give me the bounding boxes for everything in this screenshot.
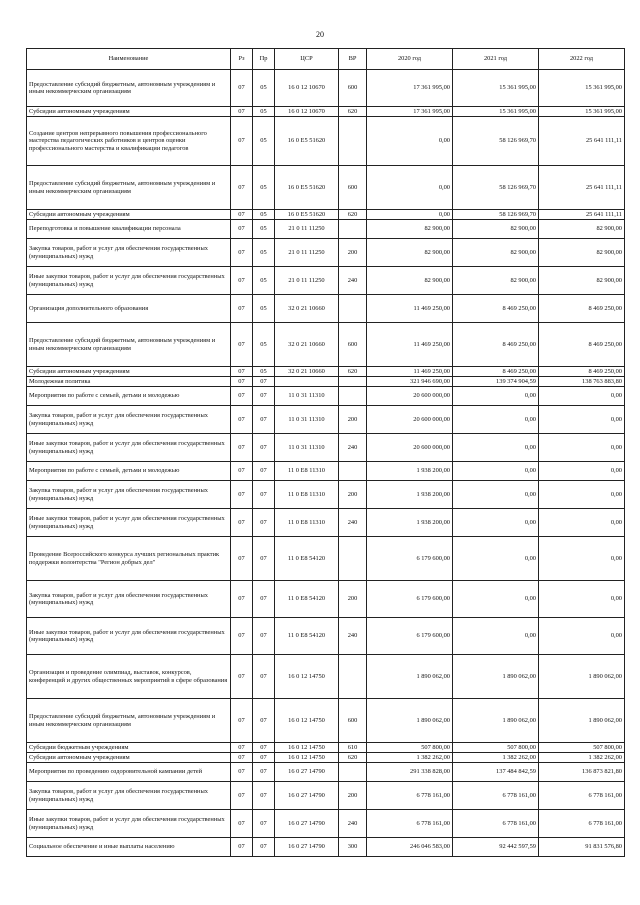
cell-csr: 16 0 12 14750 xyxy=(275,655,339,699)
cell-2021: 58 126 969,70 xyxy=(453,117,539,166)
table-row xyxy=(27,838,625,857)
table-row xyxy=(27,406,625,434)
cell-pr: 07 xyxy=(253,655,275,699)
cell-2022: 25 641 111,11 xyxy=(539,166,625,210)
header-2021: 2021 год xyxy=(453,49,539,70)
cell-pr: 05 xyxy=(253,295,275,323)
cell-2020: 11 469 250,00 xyxy=(367,295,453,323)
cell-2020: 11 469 250,00 xyxy=(367,323,453,367)
cell-pr: 07 xyxy=(253,782,275,810)
cell-2020: 6 179 600,00 xyxy=(367,618,453,655)
cell-vr: 200 xyxy=(339,481,367,509)
cell-2022: 0,00 xyxy=(539,618,625,655)
cell-name: Молодежная политика xyxy=(27,377,231,387)
header-rz: Рз xyxy=(231,49,253,70)
cell-rz: 07 xyxy=(231,655,253,699)
cell-csr: 16 0 E5 51620 xyxy=(275,210,339,220)
cell-2022: 6 778 161,00 xyxy=(539,782,625,810)
cell-vr: 610 xyxy=(339,743,367,753)
cell-vr xyxy=(339,537,367,581)
cell-pr: 05 xyxy=(253,323,275,367)
table-row xyxy=(27,295,625,323)
cell-2020: 20 600 000,00 xyxy=(367,434,453,462)
cell-2021: 137 484 842,59 xyxy=(453,763,539,782)
table-row xyxy=(27,166,625,210)
cell-2020: 1 938 200,00 xyxy=(367,509,453,537)
cell-2020: 17 361 995,00 xyxy=(367,70,453,107)
cell-csr: 16 0 27 14790 xyxy=(275,763,339,782)
table-row xyxy=(27,763,625,782)
cell-2022: 0,00 xyxy=(539,581,625,618)
cell-rz: 07 xyxy=(231,267,253,295)
cell-2021: 8 469 250,00 xyxy=(453,367,539,377)
cell-2021: 0,00 xyxy=(453,481,539,509)
cell-rz: 07 xyxy=(231,753,253,763)
cell-vr xyxy=(339,220,367,239)
cell-name: Субсидии автономным учреждениям xyxy=(27,210,231,220)
cell-2021: 0,00 xyxy=(453,406,539,434)
cell-2020: 11 469 250,00 xyxy=(367,367,453,377)
cell-vr: 300 xyxy=(339,838,367,857)
cell-pr: 05 xyxy=(253,210,275,220)
cell-name: Закупка товаров, работ и услуг для обеспечения государственных (муниципальных) нужд xyxy=(27,239,231,267)
table-row xyxy=(27,537,625,581)
cell-csr: 16 0 12 10670 xyxy=(275,70,339,107)
table-row xyxy=(27,210,625,220)
table-row xyxy=(27,618,625,655)
cell-name: Иные закупки товаров, работ и услуг для обеспечения государственных (муниципальных) нужд xyxy=(27,509,231,537)
cell-pr: 05 xyxy=(253,166,275,210)
cell-vr: 600 xyxy=(339,166,367,210)
cell-rz: 07 xyxy=(231,166,253,210)
cell-2020: 6 179 600,00 xyxy=(367,581,453,618)
cell-name: Иные закупки товаров, работ и услуг для обеспечения государственных (муниципальных) нужд xyxy=(27,618,231,655)
cell-csr: 16 0 E5 51620 xyxy=(275,166,339,210)
cell-vr: 620 xyxy=(339,107,367,117)
cell-vr: 200 xyxy=(339,239,367,267)
cell-2022: 0,00 xyxy=(539,387,625,406)
cell-vr: 620 xyxy=(339,367,367,377)
cell-csr: 21 0 11 11250 xyxy=(275,220,339,239)
cell-pr: 05 xyxy=(253,220,275,239)
cell-name: Создание центров непрерывного повышения профессионального мастерства педагогических работников и центров оценки профессионального мастерства и квалификации педагогов xyxy=(27,117,231,166)
cell-2022: 1 382 262,00 xyxy=(539,753,625,763)
header-name: Наименование xyxy=(27,49,231,70)
cell-rz: 07 xyxy=(231,509,253,537)
table-row xyxy=(27,377,625,387)
cell-2021: 0,00 xyxy=(453,537,539,581)
cell-csr: 32 0 21 10660 xyxy=(275,367,339,377)
cell-2021: 1 890 062,00 xyxy=(453,699,539,743)
cell-2021: 0,00 xyxy=(453,509,539,537)
cell-rz: 07 xyxy=(231,295,253,323)
page-number: 20 xyxy=(316,30,324,39)
cell-name: Иные закупки товаров, работ и услуг для обеспечения государственных (муниципальных) нужд xyxy=(27,434,231,462)
cell-name: Закупка товаров, работ и услуг для обеспечения государственных (муниципальных) нужд xyxy=(27,782,231,810)
cell-rz: 07 xyxy=(231,838,253,857)
cell-csr: 16 0 12 14750 xyxy=(275,743,339,753)
cell-vr xyxy=(339,462,367,481)
cell-vr xyxy=(339,377,367,387)
cell-rz: 07 xyxy=(231,782,253,810)
cell-name: Организация и проведение олимпиад, выставок, конкурсов, конференций и других общественных мероприятий в сфере образования xyxy=(27,655,231,699)
header-2020: 2020 год xyxy=(367,49,453,70)
cell-vr xyxy=(339,295,367,323)
cell-csr: 16 0 12 10670 xyxy=(275,107,339,117)
cell-2020: 291 338 828,00 xyxy=(367,763,453,782)
cell-pr: 07 xyxy=(253,699,275,743)
cell-name: Проведение Всероссийского конкурса лучших региональных практик поддержки волонтерства "Регион добрых дел" xyxy=(27,537,231,581)
cell-2021: 82 900,00 xyxy=(453,220,539,239)
table-row xyxy=(27,117,625,166)
cell-2020: 6 179 600,00 xyxy=(367,537,453,581)
cell-rz: 07 xyxy=(231,618,253,655)
cell-pr: 05 xyxy=(253,367,275,377)
cell-rz: 07 xyxy=(231,70,253,107)
cell-2021: 0,00 xyxy=(453,581,539,618)
cell-name: Социальное обеспечение и иные выплаты населению xyxy=(27,838,231,857)
cell-2021: 0,00 xyxy=(453,618,539,655)
cell-2020: 507 800,00 xyxy=(367,743,453,753)
cell-2020: 17 361 995,00 xyxy=(367,107,453,117)
cell-csr: 16 0 E5 51620 xyxy=(275,117,339,166)
cell-rz: 07 xyxy=(231,581,253,618)
cell-2022: 1 890 062,00 xyxy=(539,699,625,743)
cell-2020: 20 600 000,00 xyxy=(367,406,453,434)
cell-2021: 58 126 969,70 xyxy=(453,210,539,220)
cell-pr: 07 xyxy=(253,810,275,838)
cell-csr: 21 0 11 11250 xyxy=(275,267,339,295)
cell-pr: 07 xyxy=(253,406,275,434)
cell-2022: 91 831 576,80 xyxy=(539,838,625,857)
cell-csr: 11 0 E8 54120 xyxy=(275,537,339,581)
cell-pr: 05 xyxy=(253,107,275,117)
cell-2021: 92 442 597,59 xyxy=(453,838,539,857)
cell-csr: 32 0 21 10660 xyxy=(275,323,339,367)
cell-name: Иные закупки товаров, работ и услуг для обеспечения государственных (муниципальных) нужд xyxy=(27,267,231,295)
cell-pr: 05 xyxy=(253,239,275,267)
cell-name: Субсидии автономным учреждениям xyxy=(27,107,231,117)
cell-2021: 15 361 995,00 xyxy=(453,107,539,117)
cell-pr: 07 xyxy=(253,753,275,763)
cell-rz: 07 xyxy=(231,367,253,377)
table-row xyxy=(27,323,625,367)
cell-rz: 07 xyxy=(231,220,253,239)
cell-2021: 8 469 250,00 xyxy=(453,295,539,323)
table-row xyxy=(27,581,625,618)
cell-rz: 07 xyxy=(231,434,253,462)
cell-vr: 240 xyxy=(339,618,367,655)
cell-vr xyxy=(339,117,367,166)
cell-vr: 240 xyxy=(339,267,367,295)
cell-2021: 507 800,00 xyxy=(453,743,539,753)
table-row xyxy=(27,462,625,481)
cell-2022: 15 361 995,00 xyxy=(539,107,625,117)
table-row xyxy=(27,810,625,838)
cell-2022: 0,00 xyxy=(539,406,625,434)
cell-vr xyxy=(339,655,367,699)
cell-2021: 139 374 904,59 xyxy=(453,377,539,387)
cell-csr: 16 0 27 14790 xyxy=(275,810,339,838)
cell-2021: 6 778 161,00 xyxy=(453,810,539,838)
cell-2022: 82 900,00 xyxy=(539,267,625,295)
cell-2022: 8 469 250,00 xyxy=(539,367,625,377)
cell-2021: 15 361 995,00 xyxy=(453,70,539,107)
cell-csr: 11 0 E8 11310 xyxy=(275,462,339,481)
cell-csr: 11 0 31 11310 xyxy=(275,406,339,434)
cell-vr: 620 xyxy=(339,210,367,220)
cell-2020: 82 900,00 xyxy=(367,267,453,295)
cell-rz: 07 xyxy=(231,537,253,581)
cell-rz: 07 xyxy=(231,763,253,782)
cell-csr: 16 0 12 14750 xyxy=(275,753,339,763)
cell-csr: 16 0 27 14790 xyxy=(275,782,339,810)
table-row xyxy=(27,367,625,377)
table-row xyxy=(27,434,625,462)
cell-csr: 11 0 31 11310 xyxy=(275,434,339,462)
cell-2022: 15 361 995,00 xyxy=(539,70,625,107)
cell-pr: 05 xyxy=(253,117,275,166)
cell-name: Закупка товаров, работ и услуг для обеспечения государственных (муниципальных) нужд xyxy=(27,481,231,509)
cell-pr: 07 xyxy=(253,537,275,581)
cell-csr: 11 0 E8 54120 xyxy=(275,618,339,655)
cell-2022: 136 873 821,80 xyxy=(539,763,625,782)
cell-2020: 1 890 062,00 xyxy=(367,655,453,699)
cell-csr: 11 0 E8 11310 xyxy=(275,509,339,537)
cell-2020: 321 946 690,00 xyxy=(367,377,453,387)
cell-name: Предоставление субсидий бюджетным, автономным учреждениям и иным некоммерческим организациям xyxy=(27,166,231,210)
cell-rz: 07 xyxy=(231,743,253,753)
cell-2020: 6 778 161,00 xyxy=(367,782,453,810)
cell-rz: 07 xyxy=(231,239,253,267)
cell-vr: 240 xyxy=(339,509,367,537)
cell-pr: 07 xyxy=(253,763,275,782)
cell-pr: 07 xyxy=(253,581,275,618)
cell-rz: 07 xyxy=(231,406,253,434)
cell-name: Организация дополнительного образования xyxy=(27,295,231,323)
cell-vr: 600 xyxy=(339,323,367,367)
cell-vr: 600 xyxy=(339,70,367,107)
cell-2021: 6 778 161,00 xyxy=(453,782,539,810)
cell-name: Мероприятия по работе с семьей, детьми и молодежью xyxy=(27,387,231,406)
header-2022: 2022 год xyxy=(539,49,625,70)
cell-2022: 82 900,00 xyxy=(539,220,625,239)
cell-pr: 07 xyxy=(253,434,275,462)
cell-rz: 07 xyxy=(231,699,253,743)
cell-2020: 1 938 200,00 xyxy=(367,481,453,509)
cell-name: Субсидии автономным учреждениям xyxy=(27,753,231,763)
cell-2022: 138 763 883,80 xyxy=(539,377,625,387)
cell-csr: 16 0 27 14790 xyxy=(275,838,339,857)
budget-table xyxy=(26,48,625,857)
cell-vr: 600 xyxy=(339,699,367,743)
table-row xyxy=(27,220,625,239)
cell-2021: 82 900,00 xyxy=(453,267,539,295)
table-row xyxy=(27,782,625,810)
cell-2022: 0,00 xyxy=(539,434,625,462)
cell-name: Мероприятия по работе с семьей, детьми и молодежью xyxy=(27,462,231,481)
table-row xyxy=(27,387,625,406)
cell-2022: 8 469 250,00 xyxy=(539,295,625,323)
cell-pr: 07 xyxy=(253,509,275,537)
cell-name: Закупка товаров, работ и услуг для обеспечения государственных (муниципальных) нужд xyxy=(27,406,231,434)
cell-name: Субсидии автономным учреждениям xyxy=(27,367,231,377)
cell-pr: 07 xyxy=(253,387,275,406)
cell-pr: 07 xyxy=(253,838,275,857)
cell-2022: 1 890 062,00 xyxy=(539,655,625,699)
cell-2020: 6 778 161,00 xyxy=(367,810,453,838)
cell-rz: 07 xyxy=(231,377,253,387)
cell-2021: 8 469 250,00 xyxy=(453,323,539,367)
cell-pr: 07 xyxy=(253,481,275,509)
cell-csr: 21 0 11 11250 xyxy=(275,239,339,267)
cell-pr: 07 xyxy=(253,377,275,387)
table-row xyxy=(27,509,625,537)
cell-2022: 0,00 xyxy=(539,481,625,509)
cell-name: Переподготовка и повышение квалификации персонала xyxy=(27,220,231,239)
table-row xyxy=(27,753,625,763)
header-csr: ЦСР xyxy=(275,49,339,70)
cell-2021: 0,00 xyxy=(453,434,539,462)
cell-vr: 200 xyxy=(339,782,367,810)
header-vr: ВР xyxy=(339,49,367,70)
cell-rz: 07 xyxy=(231,481,253,509)
cell-pr: 07 xyxy=(253,618,275,655)
cell-2020: 246 046 583,00 xyxy=(367,838,453,857)
cell-2022: 0,00 xyxy=(539,537,625,581)
cell-2020: 1 890 062,00 xyxy=(367,699,453,743)
table-row xyxy=(27,743,625,753)
table-row xyxy=(27,481,625,509)
cell-pr: 07 xyxy=(253,462,275,481)
cell-name: Иные закупки товаров, работ и услуг для обеспечения государственных (муниципальных) нужд xyxy=(27,810,231,838)
cell-rz: 07 xyxy=(231,107,253,117)
table-header-row xyxy=(27,49,625,70)
cell-2020: 82 900,00 xyxy=(367,220,453,239)
cell-vr: 200 xyxy=(339,581,367,618)
cell-name: Субсидии бюджетным учреждениям xyxy=(27,743,231,753)
cell-pr: 05 xyxy=(253,70,275,107)
cell-vr xyxy=(339,387,367,406)
cell-2021: 82 900,00 xyxy=(453,239,539,267)
cell-2020: 0,00 xyxy=(367,166,453,210)
cell-2020: 82 900,00 xyxy=(367,239,453,267)
cell-name: Предоставление субсидий бюджетным, автономным учреждениям и иным некоммерческим организациям xyxy=(27,699,231,743)
cell-2022: 0,00 xyxy=(539,509,625,537)
cell-vr: 240 xyxy=(339,810,367,838)
cell-2021: 1 890 062,00 xyxy=(453,655,539,699)
table-row xyxy=(27,107,625,117)
cell-csr: 16 0 12 14750 xyxy=(275,699,339,743)
cell-2021: 1 382 262,00 xyxy=(453,753,539,763)
cell-rz: 07 xyxy=(231,323,253,367)
cell-name: Предоставление субсидий бюджетным, автономным учреждениям и иным некоммерческим организациям xyxy=(27,323,231,367)
cell-2021: 58 126 969,70 xyxy=(453,166,539,210)
cell-2022: 82 900,00 xyxy=(539,239,625,267)
cell-rz: 07 xyxy=(231,210,253,220)
cell-2022: 25 641 111,11 xyxy=(539,117,625,166)
table-row xyxy=(27,239,625,267)
cell-2020: 20 600 000,00 xyxy=(367,387,453,406)
cell-2022: 6 778 161,00 xyxy=(539,810,625,838)
cell-vr: 620 xyxy=(339,753,367,763)
cell-2021: 0,00 xyxy=(453,462,539,481)
header-pr: Пр xyxy=(253,49,275,70)
cell-2020: 0,00 xyxy=(367,210,453,220)
cell-pr: 05 xyxy=(253,267,275,295)
table-row xyxy=(27,699,625,743)
cell-2022: 0,00 xyxy=(539,462,625,481)
cell-vr: 240 xyxy=(339,434,367,462)
cell-csr xyxy=(275,377,339,387)
table-row xyxy=(27,655,625,699)
cell-name: Предоставление субсидий бюджетным, автономным учреждениям и иным некоммерческим организациям xyxy=(27,70,231,107)
cell-2022: 25 641 111,11 xyxy=(539,210,625,220)
cell-csr: 11 0 E8 54120 xyxy=(275,581,339,618)
cell-rz: 07 xyxy=(231,810,253,838)
cell-2022: 507 800,00 xyxy=(539,743,625,753)
cell-rz: 07 xyxy=(231,462,253,481)
cell-rz: 07 xyxy=(231,387,253,406)
cell-csr: 11 0 31 11310 xyxy=(275,387,339,406)
cell-2020: 1 938 200,00 xyxy=(367,462,453,481)
cell-2021: 0,00 xyxy=(453,387,539,406)
cell-2020: 0,00 xyxy=(367,117,453,166)
cell-name: Закупка товаров, работ и услуг для обеспечения государственных (муниципальных) нужд xyxy=(27,581,231,618)
cell-vr xyxy=(339,763,367,782)
cell-2022: 8 469 250,00 xyxy=(539,323,625,367)
cell-vr: 200 xyxy=(339,406,367,434)
cell-csr: 11 0 E8 11310 xyxy=(275,481,339,509)
table-row xyxy=(27,70,625,107)
table-row xyxy=(27,267,625,295)
cell-pr: 07 xyxy=(253,743,275,753)
cell-rz: 07 xyxy=(231,117,253,166)
cell-2020: 1 382 262,00 xyxy=(367,753,453,763)
cell-csr: 32 0 21 10660 xyxy=(275,295,339,323)
cell-name: Мероприятия по проведению оздоровительной кампании детей xyxy=(27,763,231,782)
